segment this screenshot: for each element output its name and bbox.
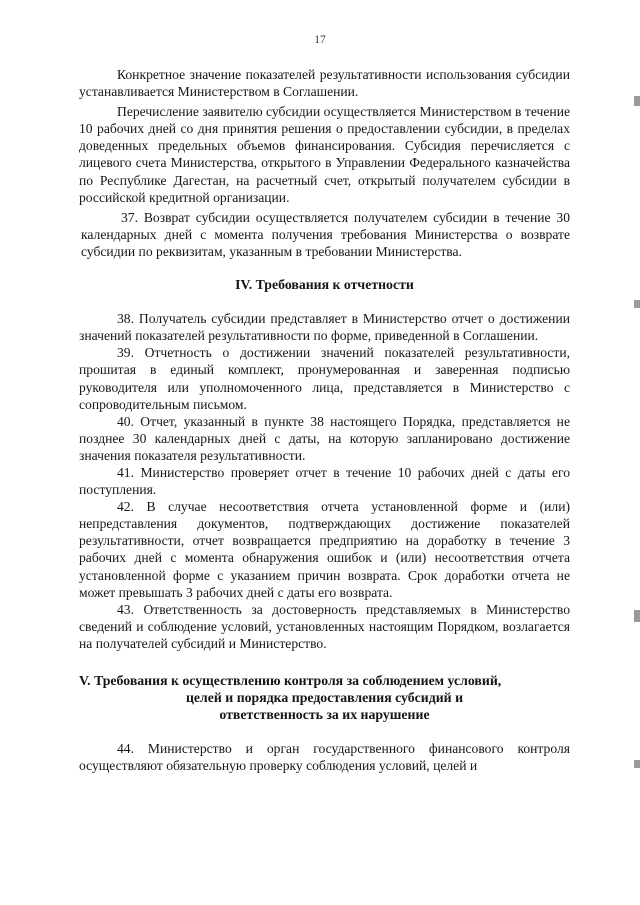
section-4-heading: IV. Требования к отчетности <box>235 277 414 293</box>
section-5-heading-line-2: целей и порядка предоставления субсидий и <box>185 690 464 706</box>
paragraph-39: 39. Отчетность о достижении значений показателей результативности, прошитая в единый комплект, пронумерованная и заверенная подписью руководителя или уполномоченного лица, представляется в Министерство с сопроводительным письмом. <box>79 345 570 412</box>
scan-edge-mark <box>634 300 640 308</box>
page-number: 17 <box>314 34 326 46</box>
section-5-heading <box>79 672 570 723</box>
paragraph-40: 40. Отчет, указанный в пункте 38 настоящего Порядка, представляется не позднее 30 календарных дней с даты, на которую запланировано достижение значения показателя результативности. <box>79 413 570 463</box>
paragraph-42: 42. В случае несоответствия отчета установленной форме и (или) непредставления документов, подтверждающих достижение показателей результативности, отчет возвращается предприятию на доработку в течение 3 рабочих дней с момента обнаружения ошибок и (или) несоответствия отчета установленной форме с указанием причин возврата. Срок доработки отчета не может превышать 3 рабочих дней с даты его возврата. <box>79 499 570 600</box>
scan-edge-mark <box>634 760 640 768</box>
scan-edge-mark <box>634 610 640 622</box>
paragraph-38: 38. Получатель субсидии представляет в Министерство отчет о достижении значений показателей результативности по форме, приведенной в Соглашении. <box>79 311 570 344</box>
paragraph-indicators: Конкретное значение показателей результативности использования субсидии устанавливается Министерством в Соглашении. <box>79 67 570 100</box>
paragraph-41: 41. Министерство проверяет отчет в течение 10 рабочих дней с даты его поступления. <box>79 464 570 498</box>
section-5-heading-line-3: ответственность за их нарушение <box>219 707 430 723</box>
paragraph-37: 37. Возврат субсидии осуществляется получателем субсидии в течение 30 календарных дней с момента получения требования Министерства о возврате субсидии по реквизитам, указанным в требовании Министерства. <box>81 209 570 259</box>
paragraph-43: 43. Ответственность за достоверность представляемых в Министерство сведений и соблюдение условий, установленных настоящим Порядком, возлагается на получателей субсидий и Министерство. <box>79 601 570 651</box>
paragraph-44: 44. Министерство и орган государственного финансового контроля осуществляют обязательную проверку соблюдения условий, целей и <box>79 741 570 774</box>
document-body <box>79 66 570 774</box>
scan-edge-mark <box>634 96 640 106</box>
section-5-heading-line-1: V. Требования к осуществлению контроля за соблюдением условий, <box>79 673 502 688</box>
paragraph-transfer: Перечисление заявителю субсидии осуществляется Министерством в течение 10 рабочих дней со дня принятия решения о предоставлении субсидии, в пределах доведенных предельных объемов финансирования. Субсидия перечисляется с лицевого счета Министерства, открытого в Управлении Федерального казначейства по Республике Дагестан, на расчетный счет, открытый получателем субсидии в российской кредитной организации. <box>79 104 570 205</box>
